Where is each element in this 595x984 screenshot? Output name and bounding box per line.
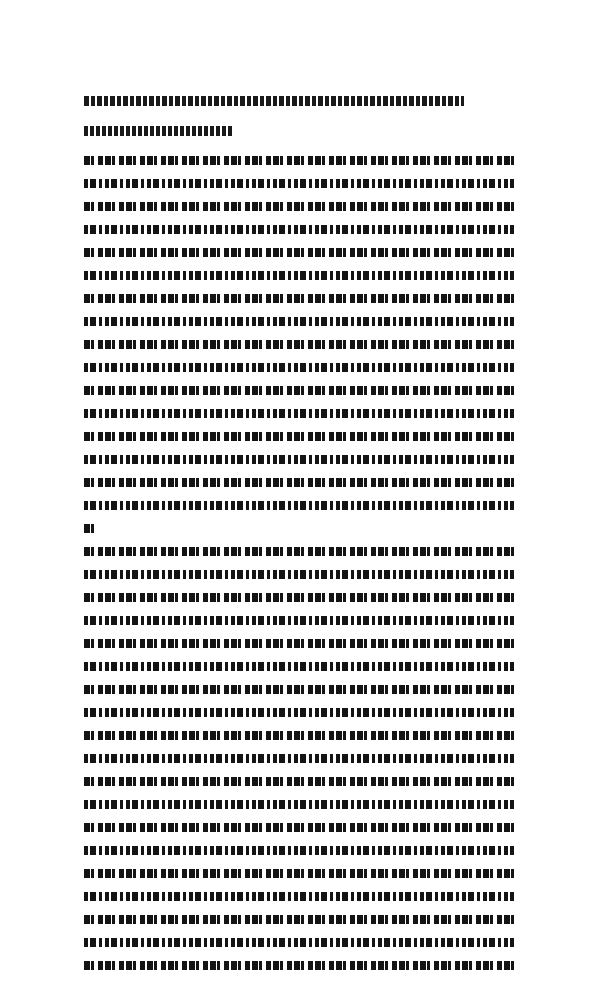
- text-line: [84, 271, 514, 280]
- text-line: [84, 363, 514, 372]
- text-line: [84, 777, 514, 786]
- text-line: [84, 409, 514, 418]
- body-text: [84, 156, 514, 984]
- text-line: [84, 593, 514, 602]
- text-line: [84, 616, 514, 625]
- text-line: [84, 639, 514, 648]
- text-line: [84, 501, 514, 510]
- text-line: [84, 547, 514, 556]
- text-line: [84, 662, 514, 671]
- text-line: [84, 869, 514, 878]
- text-line: [84, 708, 514, 717]
- text-line: [84, 915, 514, 924]
- document-title: [84, 96, 464, 106]
- text-line: [84, 938, 514, 947]
- text-line: [84, 432, 514, 441]
- text-line: [84, 294, 514, 303]
- text-line: [84, 156, 514, 165]
- text-line: [84, 340, 514, 349]
- text-line: [84, 179, 514, 188]
- text-line: [84, 478, 514, 487]
- text-line: [84, 248, 514, 257]
- text-line: [84, 892, 514, 901]
- text-line: [84, 846, 514, 855]
- text-line: [84, 823, 514, 832]
- text-line: [84, 386, 514, 395]
- text-line: [84, 800, 514, 809]
- text-line: [84, 524, 96, 533]
- text-line: [84, 225, 514, 234]
- text-line: [84, 570, 514, 579]
- text-line: [84, 961, 514, 970]
- text-line: [84, 685, 514, 694]
- document-subtitle: [84, 126, 234, 136]
- text-line: [84, 455, 514, 464]
- text-line: [84, 731, 514, 740]
- text-line: [84, 754, 514, 763]
- text-line: [84, 202, 514, 211]
- text-line: [84, 317, 514, 326]
